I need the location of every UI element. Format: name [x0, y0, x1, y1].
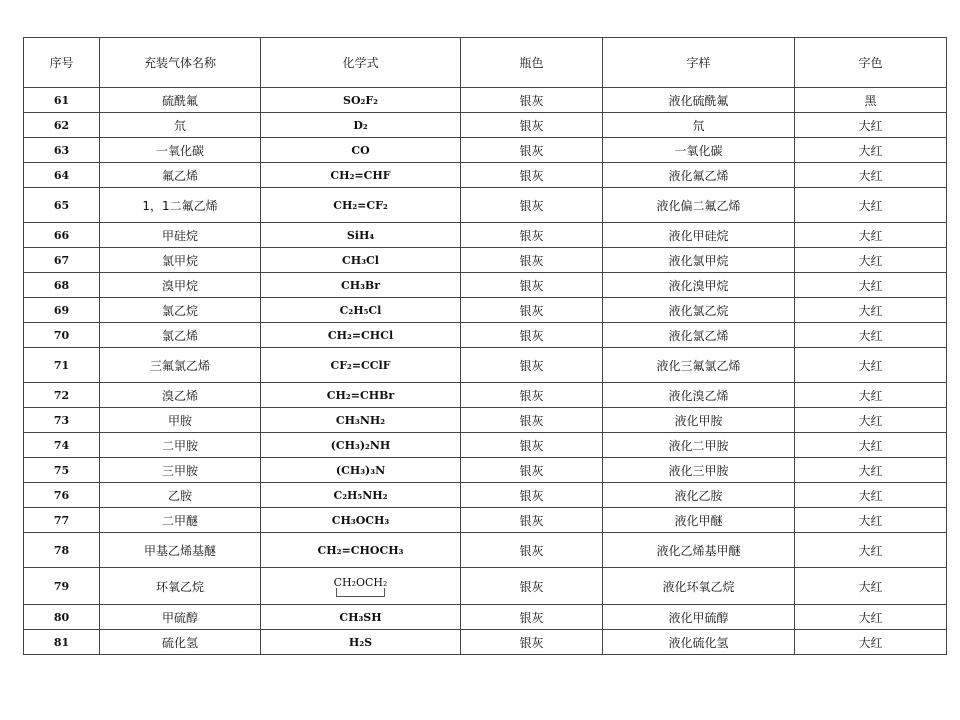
- bottle-color-cell: 银灰: [461, 163, 603, 188]
- lettering-cell: 液化甲硫醇: [603, 605, 795, 630]
- bottle-color-cell: 银灰: [461, 248, 603, 273]
- lettering-cell: 液化溴甲烷: [603, 273, 795, 298]
- gas-name-cell: 氟乙烯: [100, 163, 261, 188]
- gas-name-cell: 一氧化碳: [100, 138, 261, 163]
- gas-name-cell: 硫酰氟: [100, 88, 261, 113]
- bottle-color-cell: 银灰: [461, 188, 603, 223]
- bottle-color-cell: 银灰: [461, 348, 603, 383]
- header-no: 序号: [24, 38, 100, 88]
- row-number: 81: [24, 630, 100, 655]
- header-formula: 化学式: [261, 38, 461, 88]
- table-row: [24, 298, 947, 323]
- letter-color-cell: 大红: [795, 138, 947, 163]
- table-row: [24, 533, 947, 568]
- table-row: [24, 408, 947, 433]
- letter-color-cell: 大红: [795, 348, 947, 383]
- letter-color-cell: 大红: [795, 433, 947, 458]
- formula-cell: CH₃Cl: [261, 248, 461, 273]
- row-number: 76: [24, 483, 100, 508]
- bottle-color-cell: 银灰: [461, 383, 603, 408]
- lettering-cell: 液化乙烯基甲醚: [603, 533, 795, 568]
- bottle-color-cell: 银灰: [461, 323, 603, 348]
- letter-color-cell: 大红: [795, 605, 947, 630]
- row-number: 67: [24, 248, 100, 273]
- letter-color-cell: 黑: [795, 88, 947, 113]
- lettering-cell: 液化三氟氯乙烯: [603, 348, 795, 383]
- row-number: 61: [24, 88, 100, 113]
- header-gas-name: 充装气体名称: [100, 38, 261, 88]
- bottle-color-cell: 银灰: [461, 88, 603, 113]
- table-row: [24, 630, 947, 655]
- bottle-color-cell: 银灰: [461, 508, 603, 533]
- formula-cell: CH₃OCH₃: [261, 508, 461, 533]
- ring-bond-line: [336, 588, 386, 597]
- bottle-color-cell: 银灰: [461, 273, 603, 298]
- lettering-cell: 氘: [603, 113, 795, 138]
- lettering-cell: 液化氯甲烷: [603, 248, 795, 273]
- gas-name-cell: 乙胺: [100, 483, 261, 508]
- gas-name-cell: 甲硅烷: [100, 223, 261, 248]
- lettering-cell: 液化硫酰氟: [603, 88, 795, 113]
- table-row: [24, 508, 947, 533]
- letter-color-cell: 大红: [795, 248, 947, 273]
- row-number: 80: [24, 605, 100, 630]
- formula-cell: CH₂=CHF: [261, 163, 461, 188]
- table-row: [24, 348, 947, 383]
- bottle-color-cell: 银灰: [461, 483, 603, 508]
- formula-cell: CH₂=CHBr: [261, 383, 461, 408]
- letter-color-cell: 大红: [795, 408, 947, 433]
- header-letter-color: 字色: [795, 38, 947, 88]
- lettering-cell: 液化二甲胺: [603, 433, 795, 458]
- row-number: 74: [24, 433, 100, 458]
- letter-color-cell: 大红: [795, 508, 947, 533]
- formula-cell: C₂H₅NH₂: [261, 483, 461, 508]
- formula-cell: CO: [261, 138, 461, 163]
- row-number: 63: [24, 138, 100, 163]
- bottle-color-cell: 银灰: [461, 298, 603, 323]
- formula-cell: SiH₄: [261, 223, 461, 248]
- row-number: 78: [24, 533, 100, 568]
- gas-name-cell: 氯甲烷: [100, 248, 261, 273]
- row-number: 66: [24, 223, 100, 248]
- table-row: [24, 138, 947, 163]
- table-row: [24, 433, 947, 458]
- header-bottle-color: 瓶色: [461, 38, 603, 88]
- lettering-cell: 液化甲胺: [603, 408, 795, 433]
- table-row: [24, 248, 947, 273]
- table-row: [24, 458, 947, 483]
- letter-color-cell: 大红: [795, 533, 947, 568]
- table-header-row: [24, 38, 947, 88]
- formula-cell: (CH₃)₃N: [261, 458, 461, 483]
- row-number: 64: [24, 163, 100, 188]
- formula-cell: CH₂=CF₂: [261, 188, 461, 223]
- formula-cell: H₂S: [261, 630, 461, 655]
- table-row: [24, 605, 947, 630]
- letter-color-cell: 大红: [795, 483, 947, 508]
- gas-name-cell: 甲胺: [100, 408, 261, 433]
- row-number: 79: [24, 568, 100, 605]
- bottle-color-cell: 银灰: [461, 138, 603, 163]
- gas-name-cell: 三氟氯乙烯: [100, 348, 261, 383]
- letter-color-cell: 大红: [795, 163, 947, 188]
- row-number: 65: [24, 188, 100, 223]
- bottle-color-cell: 银灰: [461, 223, 603, 248]
- gas-name-cell: 溴甲烷: [100, 273, 261, 298]
- header-lettering: 字样: [603, 38, 795, 88]
- table-row: [24, 273, 947, 298]
- letter-color-cell: 大红: [795, 630, 947, 655]
- lettering-cell: 液化三甲胺: [603, 458, 795, 483]
- row-number: 71: [24, 348, 100, 383]
- table-row: [24, 483, 947, 508]
- lettering-cell: 液化氯乙烯: [603, 323, 795, 348]
- row-number: 70: [24, 323, 100, 348]
- lettering-cell: 液化氟乙烯: [603, 163, 795, 188]
- lettering-cell: 液化乙胺: [603, 483, 795, 508]
- letter-color-cell: 大红: [795, 188, 947, 223]
- table-row: [24, 323, 947, 348]
- table-row: [24, 223, 947, 248]
- gas-cylinder-table: [23, 37, 947, 655]
- letter-color-cell: 大红: [795, 383, 947, 408]
- lettering-cell: 液化硫化氢: [603, 630, 795, 655]
- table-row: [24, 383, 947, 408]
- formula-cell: CH₃NH₂: [261, 408, 461, 433]
- table-row: [24, 188, 947, 223]
- gas-name-cell: 氯乙烷: [100, 298, 261, 323]
- bottle-color-cell: 银灰: [461, 433, 603, 458]
- gas-name-cell: 1，1二氟乙烯: [100, 188, 261, 223]
- table-row: [24, 113, 947, 138]
- row-number: 68: [24, 273, 100, 298]
- table-row: [24, 568, 947, 605]
- table-row: [24, 163, 947, 188]
- bottle-color-cell: 银灰: [461, 113, 603, 138]
- formula-cell: CH₃SH: [261, 605, 461, 630]
- gas-name-cell: 氯乙烯: [100, 323, 261, 348]
- gas-name-cell: 甲基乙烯基醚: [100, 533, 261, 568]
- table-row: [24, 88, 947, 113]
- bottle-color-cell: 银灰: [461, 408, 603, 433]
- row-number: 72: [24, 383, 100, 408]
- bottle-color-cell: 银灰: [461, 630, 603, 655]
- formula-cell: CF₂=CClF: [261, 348, 461, 383]
- lettering-cell: 液化溴乙烯: [603, 383, 795, 408]
- table-body: [24, 88, 947, 655]
- bottle-color-cell: 银灰: [461, 533, 603, 568]
- formula-cell: C₂H₅Cl: [261, 298, 461, 323]
- letter-color-cell: 大红: [795, 298, 947, 323]
- formula-cell: CH₂=CHCl: [261, 323, 461, 348]
- formula-cell: CH₃Br: [261, 273, 461, 298]
- letter-color-cell: 大红: [795, 458, 947, 483]
- letter-color-cell: 大红: [795, 323, 947, 348]
- letter-color-cell: 大红: [795, 223, 947, 248]
- formula-cell: D₂: [261, 113, 461, 138]
- bottle-color-cell: 银灰: [461, 568, 603, 605]
- gas-name-cell: 二甲醚: [100, 508, 261, 533]
- gas-name-cell: 甲硫醇: [100, 605, 261, 630]
- formula-cell: (CH₃)₂NH: [261, 433, 461, 458]
- row-number: 62: [24, 113, 100, 138]
- letter-color-cell: 大红: [795, 568, 947, 605]
- lettering-cell: 液化环氧乙烷: [603, 568, 795, 605]
- gas-name-cell: 溴乙烯: [100, 383, 261, 408]
- formula-cell: SO₂F₂: [261, 88, 461, 113]
- gas-name-cell: 硫化氢: [100, 630, 261, 655]
- epoxide-structure: [334, 576, 388, 597]
- formula-cell: [261, 568, 461, 605]
- row-number: 73: [24, 408, 100, 433]
- letter-color-cell: 大红: [795, 273, 947, 298]
- lettering-cell: 液化氯乙烷: [603, 298, 795, 323]
- row-number: 75: [24, 458, 100, 483]
- formula-text: CH₂OCH₂: [333, 576, 388, 589]
- gas-name-cell: 二甲胺: [100, 433, 261, 458]
- lettering-cell: 液化偏二氟乙烯: [603, 188, 795, 223]
- gas-name-cell: 环氧乙烷: [100, 568, 261, 605]
- bottle-color-cell: 银灰: [461, 458, 603, 483]
- row-number: 69: [24, 298, 100, 323]
- lettering-cell: 一氧化碳: [603, 138, 795, 163]
- gas-name-cell: 氘: [100, 113, 261, 138]
- row-number: 77: [24, 508, 100, 533]
- letter-color-cell: 大红: [795, 113, 947, 138]
- lettering-cell: 液化甲硅烷: [603, 223, 795, 248]
- gas-name-cell: 三甲胺: [100, 458, 261, 483]
- formula-cell: CH₂=CHOCH₃: [261, 533, 461, 568]
- lettering-cell: 液化甲醚: [603, 508, 795, 533]
- bottle-color-cell: 银灰: [461, 605, 603, 630]
